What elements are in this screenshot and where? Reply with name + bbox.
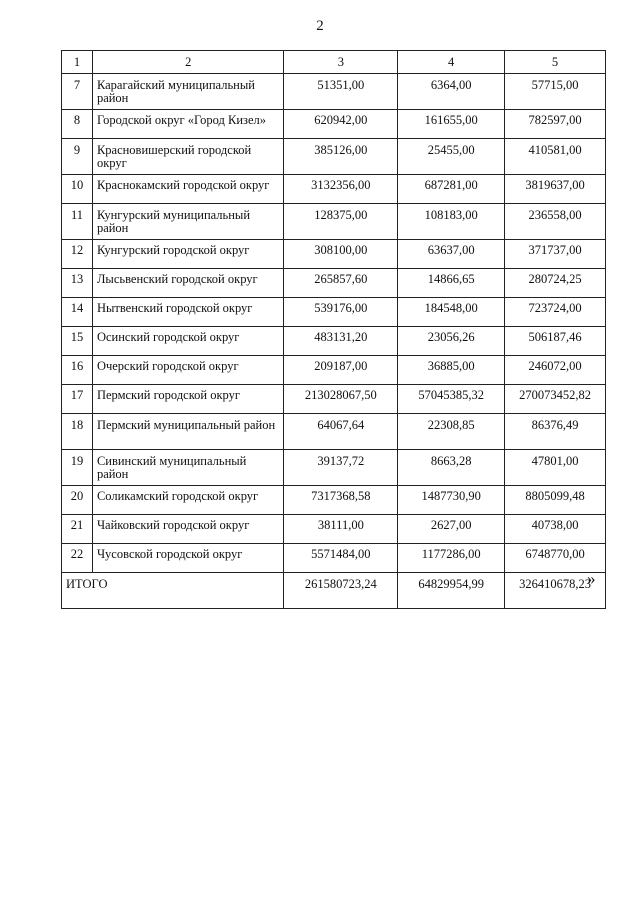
row-number: 22 [62,544,93,573]
row-number: 9 [62,139,93,175]
row-value-col5: 86376,49 [505,414,606,450]
row-value-col4: 2627,00 [398,515,505,544]
row-value-col4: 6364,00 [398,74,505,110]
table-row [62,450,606,486]
row-value-col4: 1177286,00 [398,544,505,573]
row-value-col5: 270073452,82 [505,385,606,414]
row-value-col3: 385126,00 [284,139,398,175]
row-value-col5: 6748770,00 [505,544,606,573]
table-row [62,544,606,573]
row-name: Лысьвенский городской округ [92,269,284,298]
row-value-col5: 246072,00 [505,356,606,385]
row-value-col3: 483131,20 [284,327,398,356]
row-value-col4: 184548,00 [398,298,505,327]
column-header: 2 [92,51,284,74]
table-row [62,74,606,110]
row-value-col3: 3132356,00 [284,175,398,204]
row-value-col3: 51351,00 [284,74,398,110]
row-value-col4: 36885,00 [398,356,505,385]
row-value-col3: 38111,00 [284,515,398,544]
row-value-col3: 7317368,58 [284,486,398,515]
row-value-col3: 620942,00 [284,110,398,139]
row-name: Осинский городской округ [92,327,284,356]
row-name: Очерский городской округ [92,356,284,385]
budget-table [61,50,606,609]
table-total-row [62,573,606,609]
row-value-col4: 57045385,32 [398,385,505,414]
closing-quote: » [587,569,596,588]
row-number: 15 [62,327,93,356]
row-value-col4: 8663,28 [398,450,505,486]
row-value-col3: 39137,72 [284,450,398,486]
row-name: Кунгурский городской округ [92,240,284,269]
row-value-col5: 47801,00 [505,450,606,486]
row-number: 20 [62,486,93,515]
table-row [62,269,606,298]
row-value-col3: 5571484,00 [284,544,398,573]
row-value-col4: 63637,00 [398,240,505,269]
table-row [62,414,606,450]
table-row [62,204,606,240]
row-number: 11 [62,204,93,240]
row-value-col5: 3819637,00 [505,175,606,204]
row-number: 12 [62,240,93,269]
row-value-col5: 57715,00 [505,74,606,110]
row-value-col4: 687281,00 [398,175,505,204]
row-value-col3: 265857,60 [284,269,398,298]
column-header: 3 [284,51,398,74]
column-header: 4 [398,51,505,74]
row-name: Пермский городской округ [92,385,284,414]
row-value-col5: 371737,00 [505,240,606,269]
row-name: Сивинский муниципальный район [92,450,284,486]
table-row [62,139,606,175]
row-value-col5: 40738,00 [505,515,606,544]
row-name: Красновишерский городской округ [92,139,284,175]
row-name: Пермский муниципальный район [92,414,284,450]
row-value-col5: 410581,00 [505,139,606,175]
row-name: Чусовской городской округ [92,544,284,573]
row-number: 10 [62,175,93,204]
total-value-c5: 326410678,23 [505,573,606,609]
table-row [62,175,606,204]
row-number: 8 [62,110,93,139]
row-value-col4: 25455,00 [398,139,505,175]
row-value-col3: 64067,64 [284,414,398,450]
row-value-col4: 161655,00 [398,110,505,139]
row-value-col5: 723724,00 [505,298,606,327]
row-name: Городской округ «Город Кизел» [92,110,284,139]
row-value-col3: 209187,00 [284,356,398,385]
row-value-col4: 23056,26 [398,327,505,356]
row-number: 18 [62,414,93,450]
row-name: Кунгурский муниципальный район [92,204,284,240]
row-value-col5: 8805099,48 [505,486,606,515]
total-value-c4: 64829954,99 [398,573,505,609]
row-value-col5: 280724,25 [505,269,606,298]
page-number: 2 [316,18,324,34]
total-label: ИТОГО [62,573,284,609]
row-value-col4: 22308,85 [398,414,505,450]
row-value-col5: 236558,00 [505,204,606,240]
column-header: 1 [62,51,93,74]
column-header: 5 [505,51,606,74]
total-value-c3: 261580723,24 [284,573,398,609]
row-name: Краснокамский городской округ [92,175,284,204]
table-row [62,110,606,139]
row-value-col3: 539176,00 [284,298,398,327]
table-row [62,327,606,356]
table-row [62,240,606,269]
table-row [62,515,606,544]
row-value-col3: 128375,00 [284,204,398,240]
row-name: Соликамский городской округ [92,486,284,515]
row-value-col4: 14866,65 [398,269,505,298]
row-value-col5: 782597,00 [505,110,606,139]
row-value-col4: 1487730,90 [398,486,505,515]
table-header-row [62,51,606,74]
table-row [62,486,606,515]
row-number: 7 [62,74,93,110]
row-number: 16 [62,356,93,385]
row-value-col3: 308100,00 [284,240,398,269]
row-value-col5: 506187,46 [505,327,606,356]
row-number: 19 [62,450,93,486]
row-number: 21 [62,515,93,544]
row-number: 13 [62,269,93,298]
row-name: Чайковский городской округ [92,515,284,544]
row-value-col4: 108183,00 [398,204,505,240]
row-value-col3: 213028067,50 [284,385,398,414]
table-row [62,385,606,414]
row-name: Карагайский муниципальный район [92,74,284,110]
row-number: 14 [62,298,93,327]
table-row [62,356,606,385]
row-name: Нытвенский городской округ [92,298,284,327]
table-row [62,298,606,327]
row-number: 17 [62,385,93,414]
